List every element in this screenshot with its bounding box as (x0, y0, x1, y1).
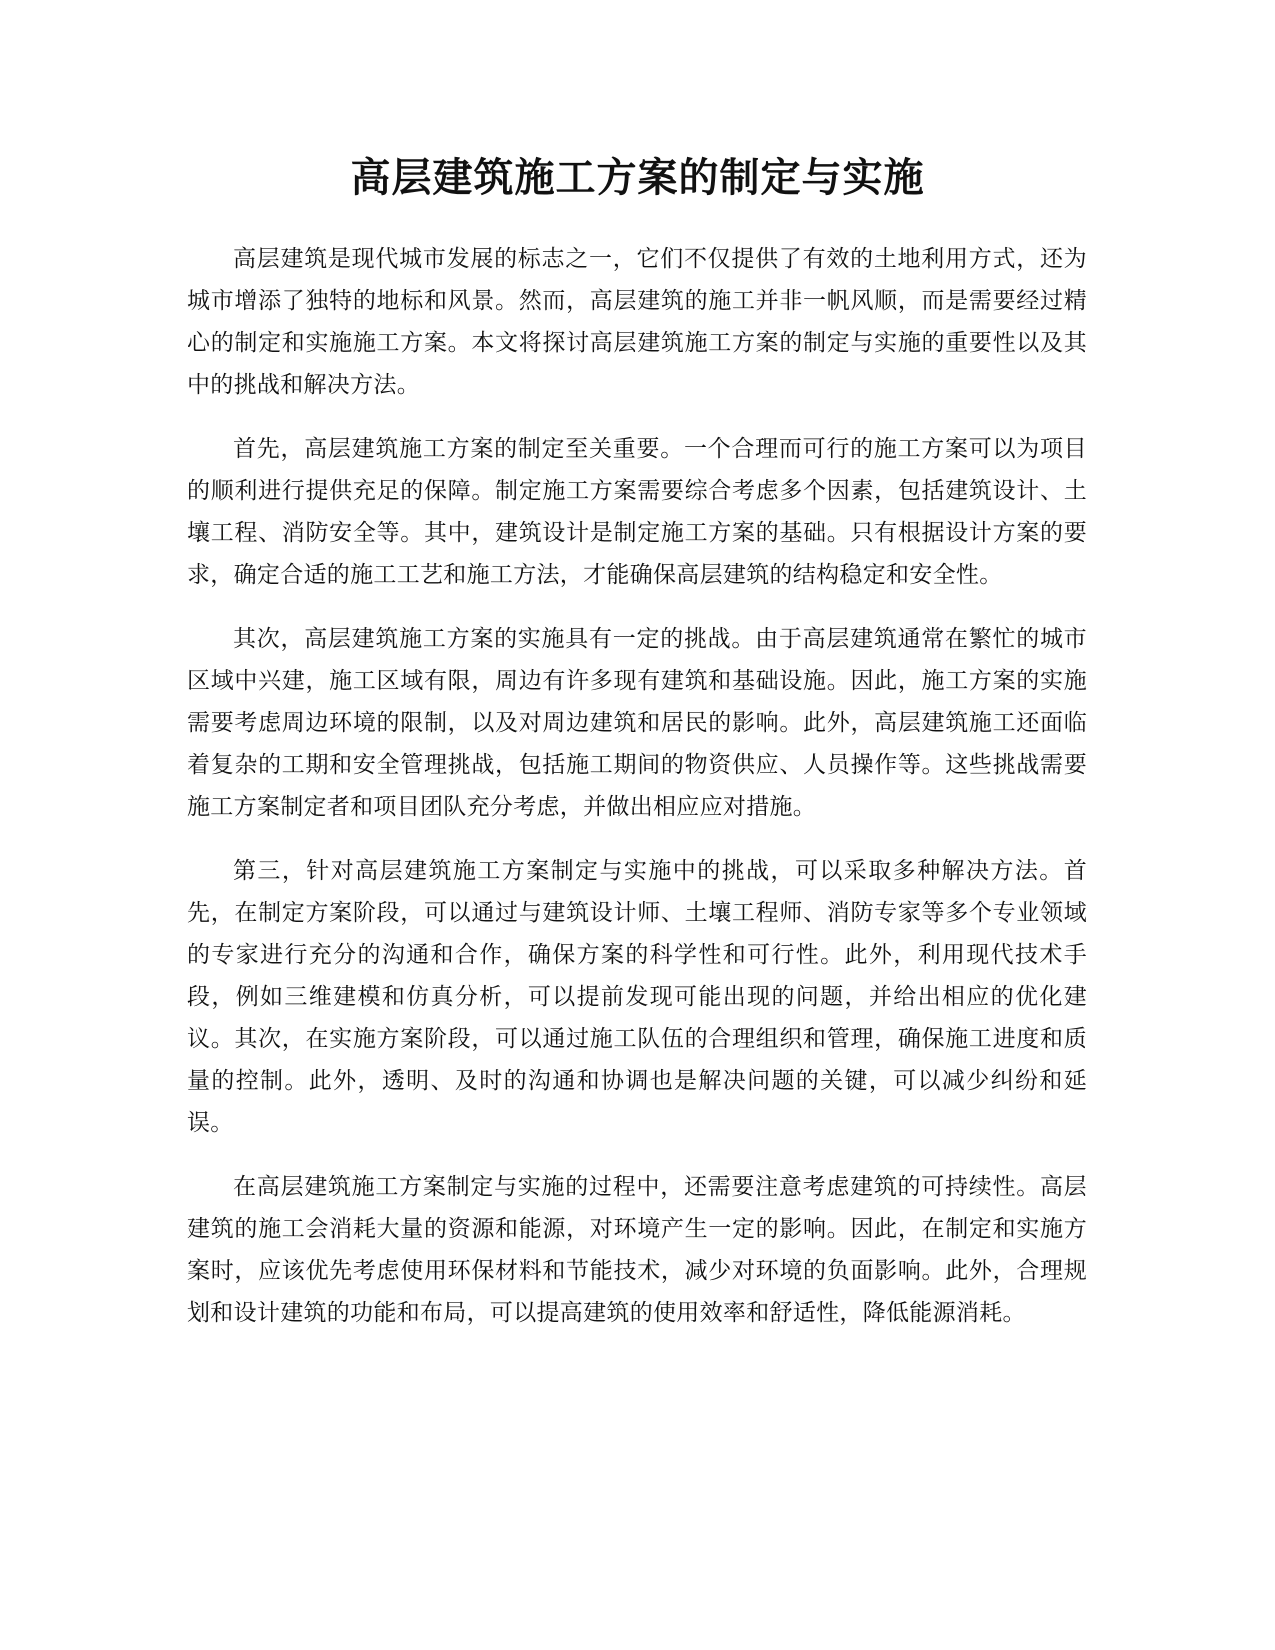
paragraph-3: 其次，高层建筑施工方案的实施具有一定的挑战。由于高层建筑通常在繁忙的城市区域中兴建，施工区域有限，周边有许多现有建筑和基础设施。因此，施工方案的实施需要考虑周边环境的限制，以及对周边建筑和居民的影响。此外，高层建筑施工还面临着复杂的工期和安全管理挑战，包括施工期间的物资供应、人员操作等。这些挑战需要施工方案制定者和项目团队充分考虑，并做出相应应对措施。 (187, 626, 1087, 820)
paragraph-2: 首先，高层建筑施工方案的制定至关重要。一个合理而可行的施工方案可以为项目的顺利进行提供充足的保障。制定施工方案需要综合考虑多个因素，包括建筑设计、土壤工程、消防安全等。其中，建筑设计是制定施工方案的基础。只有根据设计方案的要求，确定合适的施工工艺和施工方法，才能确保高层建筑的结构稳定和安全性。 (187, 436, 1087, 588)
paragraph-1: 高层建筑是现代城市发展的标志之一，它们不仅提供了有效的土地利用方式，还为城市增添了独特的地标和风景。然而，高层建筑的施工并非一帆风顺，而是需要经过精心的制定和实施施工方案。本文将探讨高层建筑施工方案的制定与实施的重要性以及其中的挑战和解决方法。 (187, 246, 1087, 398)
document-title: 高层建筑施工方案的制定与实施 (350, 155, 925, 201)
paragraph-5: 在高层建筑施工方案制定与实施的过程中，还需要注意考虑建筑的可持续性。高层建筑的施工会消耗大量的资源和能源，对环境产生一定的影响。因此，在制定和实施方案时，应该优先考虑使用环保材料和节能技术，减少对环境的负面影响。此外，合理规划和设计建筑的功能和布局，可以提高建筑的使用效率和舒适性，降低能源消耗。 (187, 1174, 1087, 1326)
paragraph-4: 第三，针对高层建筑施工方案制定与实施中的挑战，可以采取多种解决方法。首先，在制定方案阶段，可以通过与建筑设计师、土壤工程师、消防专家等多个专业领域的专家进行充分的沟通和合作，确保方案的科学性和可行性。此外，利用现代技术手段，例如三维建模和仿真分析，可以提前发现可能出现的问题，并给出相应的优化建议。其次，在实施方案阶段，可以通过施工队伍的合理组织和管理，确保施工进度和质量的控制。此外，透明、及时的沟通和协调也是解决问题的关键，可以减少纠纷和延误。 (187, 858, 1087, 1136)
document-body (187, 238, 1087, 1356)
